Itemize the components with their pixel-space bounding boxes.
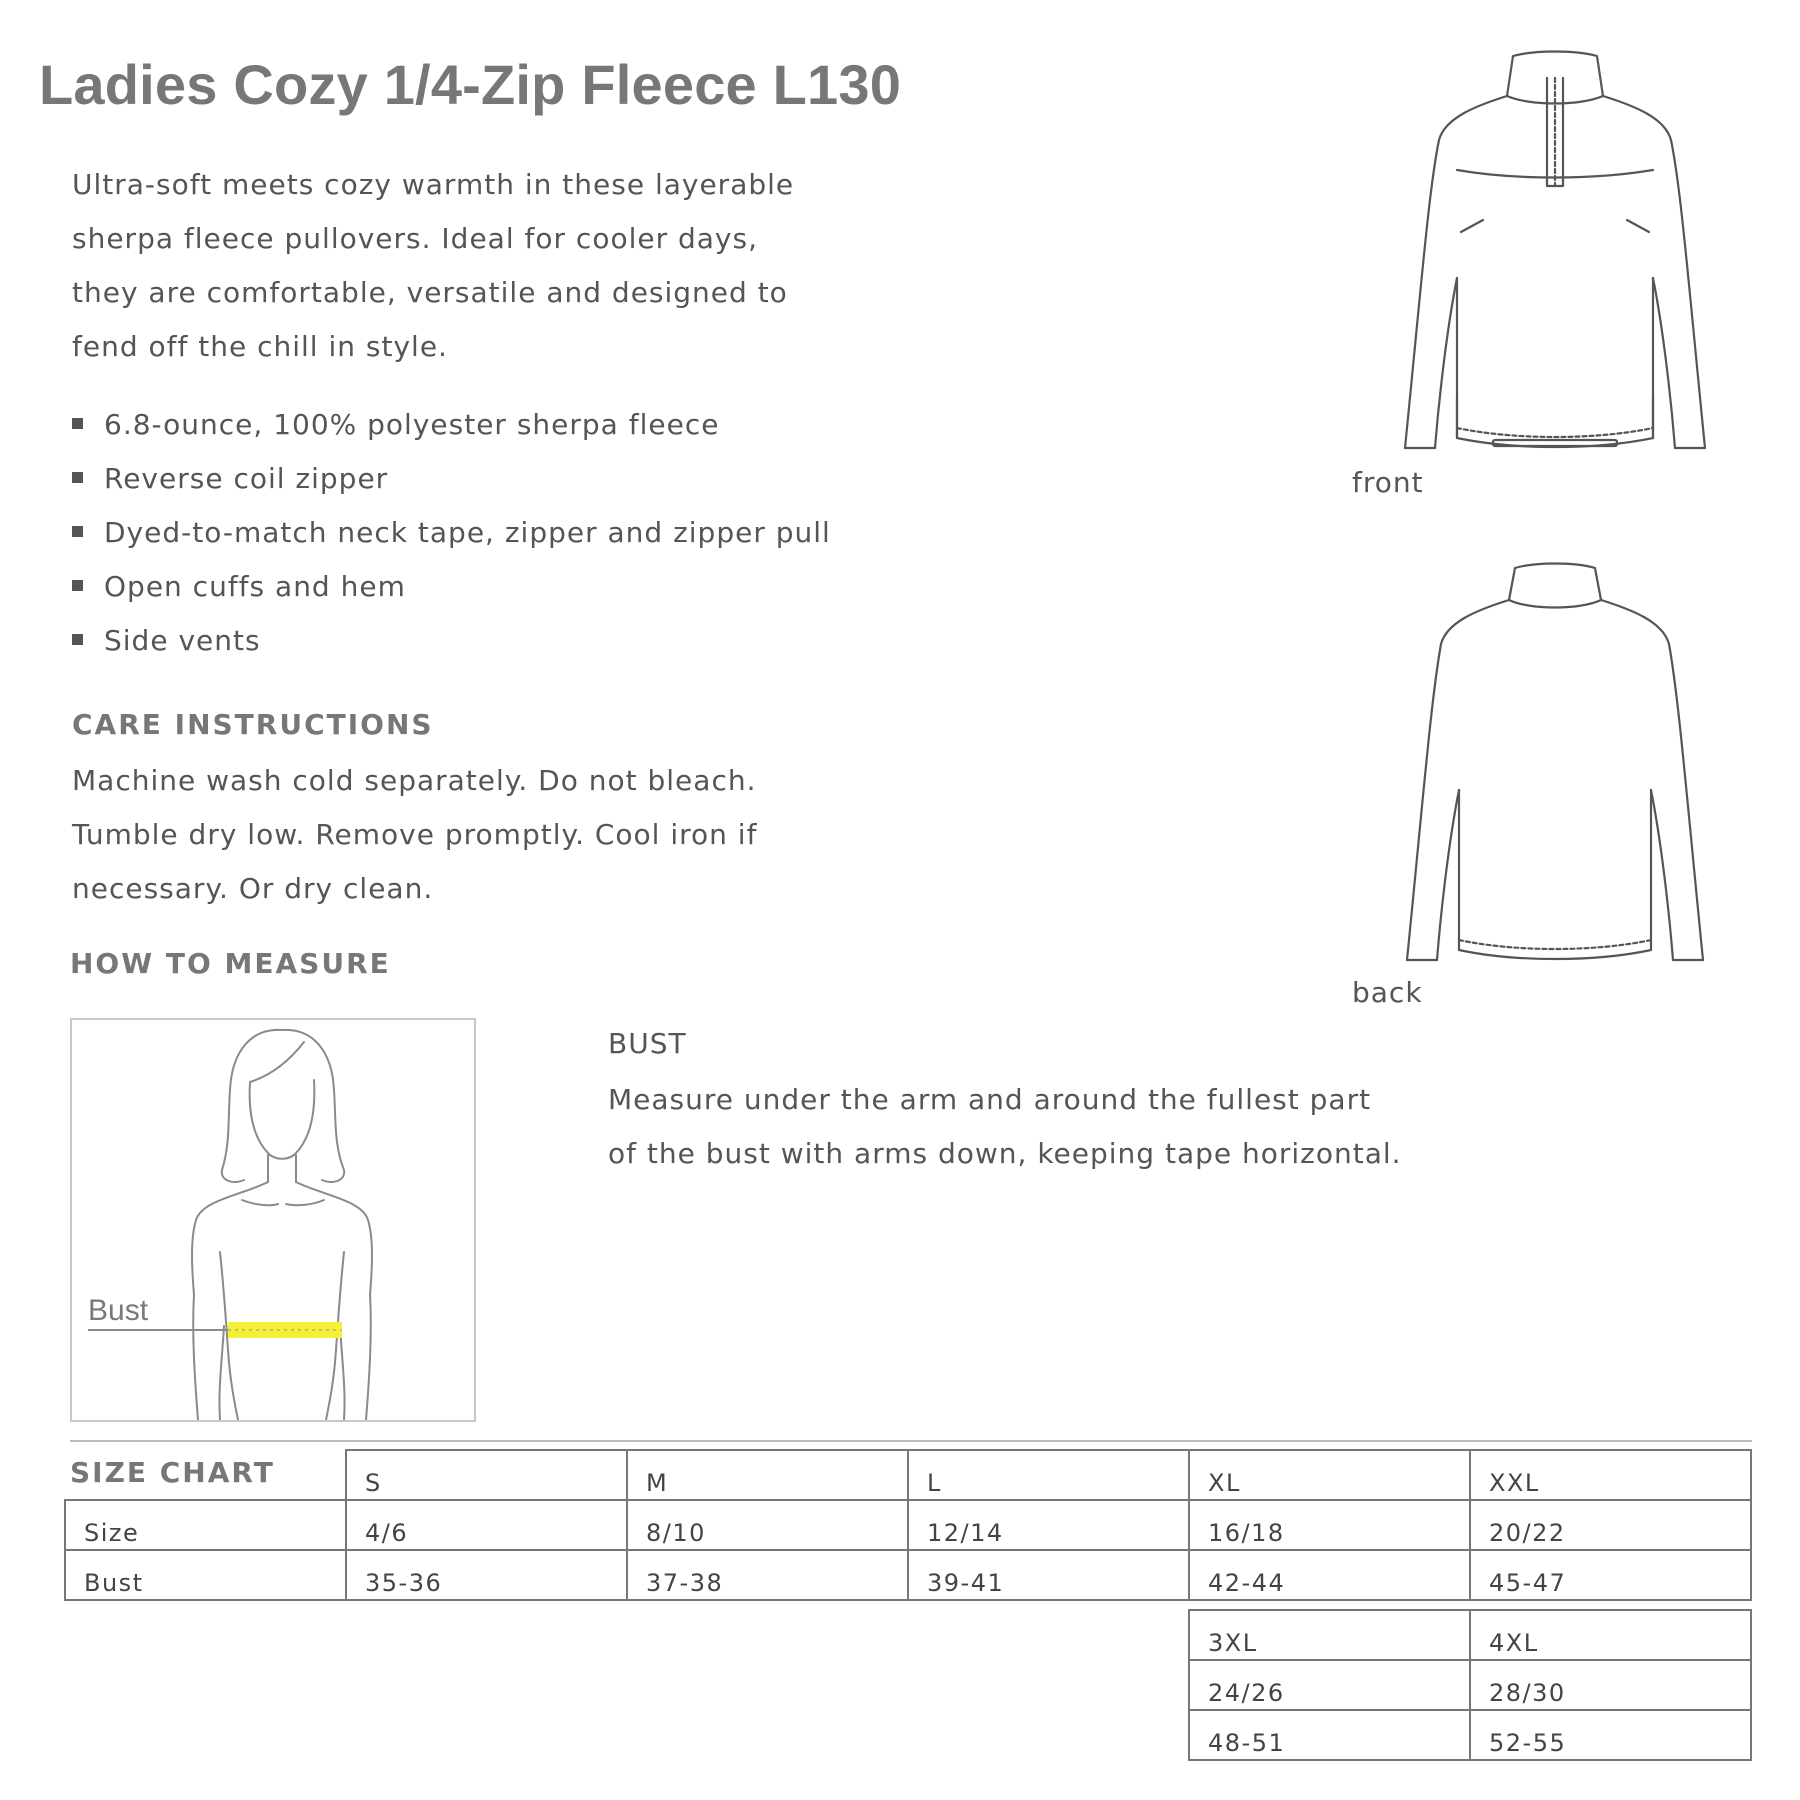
table-cell: 52-55 (1470, 1710, 1751, 1760)
table-row (65, 1550, 1751, 1600)
description-line: they are comfortable, versatile and designed to (72, 276, 788, 309)
feature-text: Dyed-to-match neck tape, zipper and zipper pull (104, 516, 831, 549)
bust-line: Measure under the arm and around the fullest part (608, 1083, 1372, 1116)
description-line: sherpa fleece pullovers. Ideal for cooler days, (72, 222, 758, 255)
feature-text: Open cuffs and hem (104, 570, 406, 603)
bullet-icon (72, 526, 83, 537)
feature-item (72, 506, 831, 560)
table-cell: 37-38 (627, 1550, 908, 1600)
size-header: S (346, 1450, 627, 1500)
feature-item (72, 614, 831, 668)
bullet-icon (72, 472, 83, 483)
feature-text: Reverse coil zipper (104, 462, 389, 495)
measure-figure (70, 1018, 476, 1422)
row-label: Bust (65, 1550, 346, 1600)
table-cell: 48-51 (1189, 1710, 1470, 1760)
feature-list (72, 398, 831, 668)
bust-line: of the bust with arms down, keeping tape horizontal. (608, 1137, 1402, 1170)
table-cell: 16/18 (1189, 1500, 1470, 1550)
table-cell: 28/30 (1470, 1660, 1751, 1710)
care-line: necessary. Or dry clean. (72, 872, 434, 905)
bust-figure-label: Bust (88, 1294, 149, 1327)
table-corner (65, 1450, 346, 1500)
product-description (72, 158, 872, 374)
table-row (65, 1500, 1751, 1550)
bust-instructions (608, 1073, 1402, 1181)
feature-item (72, 398, 831, 452)
table-cell: 12/14 (908, 1500, 1189, 1550)
table-cell: 35-36 (346, 1550, 627, 1600)
size-chart-table (64, 1449, 1752, 1601)
bust-title: BUST (608, 1027, 687, 1060)
back-label: back (1352, 976, 1423, 1009)
feature-text: Side vents (104, 624, 261, 657)
front-garment-illustration (1395, 48, 1715, 462)
front-label: front (1352, 466, 1424, 499)
section-divider (70, 1440, 1752, 1442)
table-row (1189, 1660, 1751, 1710)
care-line: Machine wash cold separately. Do not bleach. (72, 764, 757, 797)
table-cell: 8/10 (627, 1500, 908, 1550)
table-cell: 39-41 (908, 1550, 1189, 1600)
back-garment-illustration (1395, 560, 1715, 974)
feature-text: 6.8-ounce, 100% polyester sherpa fleece (104, 408, 720, 441)
table-row (1189, 1610, 1751, 1660)
size-chart-extra-table (1188, 1609, 1752, 1761)
size-header: M (627, 1450, 908, 1500)
bullet-icon (72, 418, 83, 429)
care-line: Tumble dry low. Remove promptly. Cool iron if (72, 818, 758, 851)
size-chart-heading: SIZE CHART (70, 1456, 275, 1489)
description-line: fend off the chill in style. (72, 330, 448, 363)
measure-heading: HOW TO MEASURE (70, 947, 391, 980)
care-heading: CARE INSTRUCTIONS (72, 708, 434, 741)
size-header: XXL (1470, 1450, 1751, 1500)
table-cell: 45-47 (1470, 1550, 1751, 1600)
woman-figure-illustration (72, 1020, 474, 1420)
size-header: L (908, 1450, 1189, 1500)
bullet-icon (72, 580, 83, 591)
row-label: Size (65, 1500, 346, 1550)
feature-item (72, 452, 831, 506)
feature-item (72, 560, 831, 614)
size-header: 3XL (1189, 1610, 1470, 1660)
care-text (72, 754, 757, 916)
table-cell: 20/22 (1470, 1500, 1751, 1550)
table-cell: 24/26 (1189, 1660, 1470, 1710)
page-title: Ladies Cozy 1/4-Zip Fleece L130 (39, 53, 902, 116)
description-line: Ultra-soft meets cozy warmth in these layerable (72, 168, 795, 201)
table-row (65, 1450, 1751, 1500)
table-cell: 4/6 (346, 1500, 627, 1550)
table-cell: 42-44 (1189, 1550, 1470, 1600)
bullet-icon (72, 634, 83, 645)
table-row (1189, 1710, 1751, 1760)
size-header: 4XL (1470, 1610, 1751, 1660)
size-header: XL (1189, 1450, 1470, 1500)
